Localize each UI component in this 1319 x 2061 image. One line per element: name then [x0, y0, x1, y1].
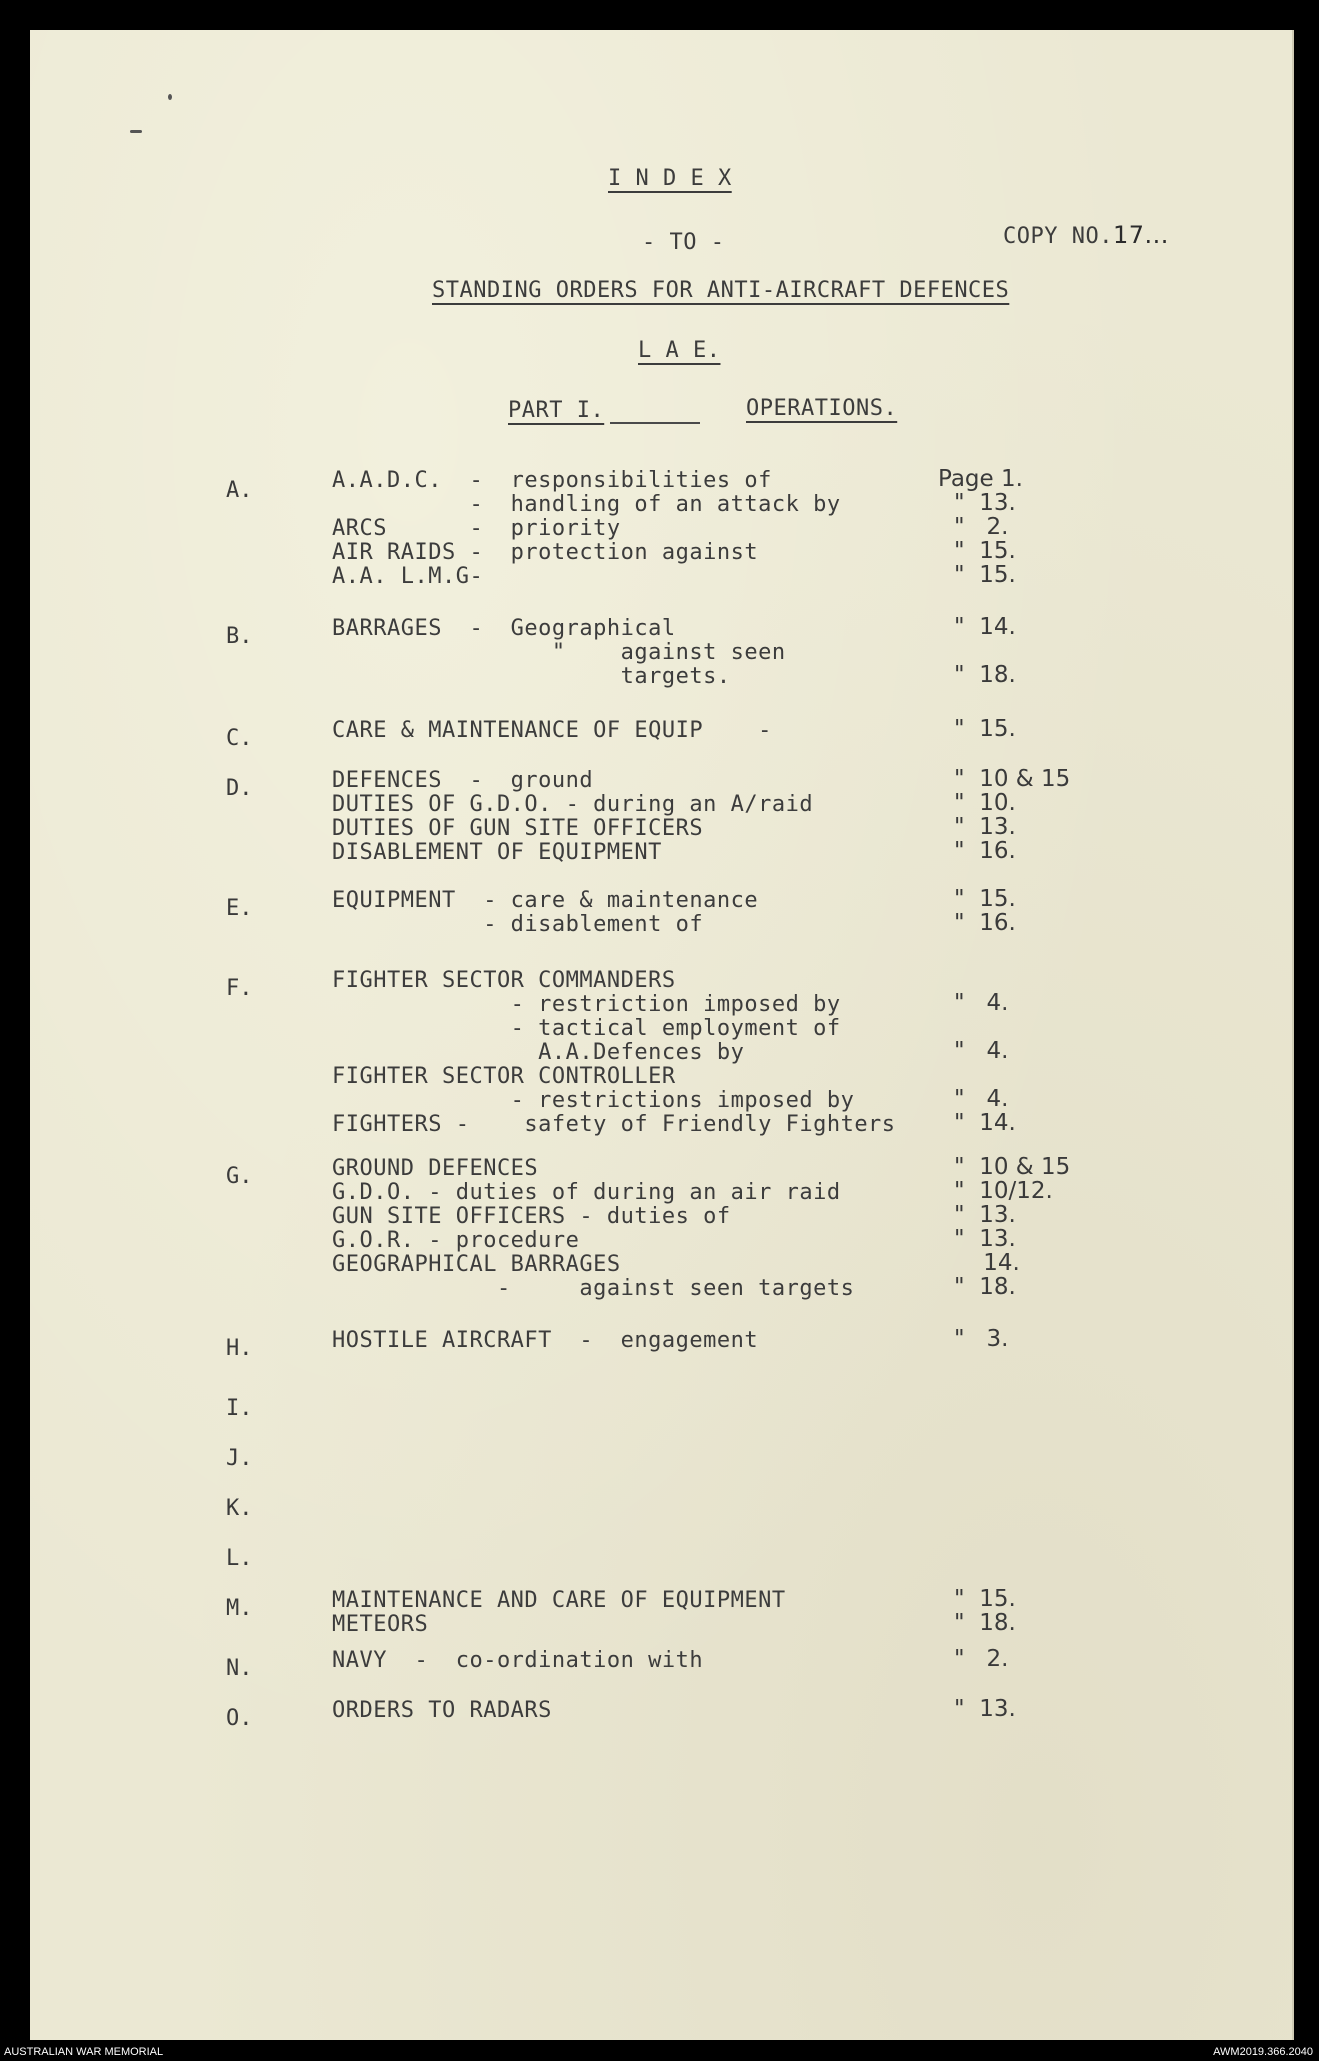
page-reference: " 3.: [954, 1326, 1009, 1352]
index-entry: - against seen targets: [332, 1276, 855, 1301]
page-reference: " 16.: [954, 838, 1016, 864]
index-entry: " against seen: [332, 640, 786, 665]
page-reference: " 16.: [954, 910, 1016, 936]
section-letter: J.: [226, 1446, 253, 1471]
index-entry: METEORS: [332, 1612, 429, 1637]
section-letter: L.: [226, 1546, 253, 1571]
index-entry: G.O.R. - procedure: [332, 1228, 580, 1253]
paper-mark: [130, 130, 142, 133]
part-title: OPERATIONS.: [746, 396, 898, 421]
index-entry: - restriction imposed by: [332, 992, 841, 1017]
section-letter: N.: [226, 1656, 253, 1681]
index-entry: ORDERS TO RADARS: [332, 1698, 552, 1723]
page-reference: Page 1.: [938, 466, 1023, 492]
index-entry: DUTIES OF G.D.O. - during an A/raid: [332, 792, 814, 817]
index-entry: FIGHTER SECTOR CONTROLLER: [332, 1064, 676, 1089]
section-letter: K.: [226, 1496, 253, 1521]
page-reference: " 15.: [954, 886, 1016, 912]
index-entry: ARCS - priority: [332, 516, 621, 541]
section-letter: A.: [226, 478, 253, 503]
page-reference: " 15.: [954, 716, 1016, 742]
index-entry: G.D.O. - duties of during an air raid: [332, 1180, 841, 1205]
page-reference: " 13.: [954, 1202, 1016, 1228]
index-entry: GEOGRAPHICAL BARRAGES: [332, 1252, 621, 1277]
page-reference: " 10.: [954, 790, 1016, 816]
index-entry: AIR RAIDS - protection against: [332, 540, 759, 565]
section-letter: I.: [226, 1396, 253, 1421]
page-reference: " 10 & 15: [954, 766, 1071, 792]
index-entry: DUTIES OF GUN SITE OFFICERS: [332, 816, 704, 841]
index-entry: - handling of an attack by: [332, 492, 841, 517]
index-entry: FIGHTERS - safety of Friendly Fighters: [332, 1112, 896, 1137]
part-label: PART I.: [508, 398, 605, 423]
copy-label-text: COPY NO.: [1002, 224, 1113, 249]
index-entry: DISABLEMENT OF EQUIPMENT: [332, 840, 662, 865]
page-reference: 14.: [954, 1250, 1020, 1276]
index-entry: - tactical employment of: [332, 1016, 841, 1041]
copy-number: 17...: [1112, 221, 1169, 249]
document-subtitle: STANDING ORDERS FOR ANTI-AIRCRAFT DEFENCES: [432, 278, 1010, 303]
index-entry: CARE & MAINTENANCE OF EQUIP -: [332, 718, 772, 743]
paper-mark: [168, 94, 172, 100]
section-letter: B.: [226, 624, 253, 649]
index-entry: FIGHTER SECTOR COMMANDERS: [332, 968, 676, 993]
section-letter: H.: [226, 1336, 253, 1361]
page-reference: " 15.: [954, 538, 1016, 564]
index-entry: GUN SITE OFFICERS - duties of: [332, 1204, 731, 1229]
page-reference: " 13.: [954, 814, 1016, 840]
index-entry: EQUIPMENT - care & maintenance: [332, 888, 759, 913]
page-reference: " 15.: [954, 1586, 1016, 1612]
section-letter: D.: [226, 776, 253, 801]
page-reference: " 4.: [954, 990, 1009, 1016]
page-reference: " 13.: [954, 1696, 1016, 1722]
index-entry: A.A. L.M.G-: [332, 564, 484, 589]
to-line: - TO -: [642, 230, 725, 255]
part-rule: [610, 422, 700, 424]
page-reference: " 10 & 15: [954, 1154, 1071, 1180]
index-entry: BARRAGES - Geographical: [332, 616, 676, 641]
section-letter: O.: [226, 1706, 253, 1731]
index-entry: HOSTILE AIRCRAFT - engagement: [332, 1328, 759, 1353]
page-reference: " 18.: [954, 662, 1016, 688]
section-letter: F.: [226, 976, 253, 1001]
index-entry: NAVY - co-ordination with: [332, 1648, 704, 1673]
page-reference: " 15.: [954, 562, 1016, 588]
index-entry: DEFENCES - ground: [332, 768, 594, 793]
copy-label: [948, 202, 1169, 270]
section-letter: C.: [226, 726, 253, 751]
section-letter: E.: [226, 896, 253, 921]
place-name: L A E.: [638, 338, 721, 363]
index-entry: GROUND DEFENCES: [332, 1156, 539, 1181]
index-entry: - restrictions imposed by: [332, 1088, 855, 1113]
index-entry: A.A.D.C. - responsibilities of: [332, 468, 772, 493]
page-reference: " 14.: [954, 614, 1016, 640]
page-reference: " 10/12.: [954, 1178, 1053, 1204]
section-letter: M.: [226, 1596, 253, 1621]
index-entry: targets.: [332, 664, 731, 689]
index-entry: MAINTENANCE AND CARE OF EQUIPMENT: [332, 1588, 786, 1613]
page-reference: " 14.: [954, 1110, 1016, 1136]
index-entry: - disablement of: [332, 912, 704, 937]
footer-right: AWM2019.366.2040: [1213, 2046, 1313, 2058]
footer-left: AUSTRALIAN WAR MEMORIAL: [4, 2046, 164, 2058]
document-page: [30, 30, 1292, 2040]
page-reference: " 13.: [954, 490, 1016, 516]
page-reference: " 2.: [954, 514, 1009, 540]
page-reference: " 13.: [954, 1226, 1016, 1252]
page-reference: " 2.: [954, 1646, 1009, 1672]
page-reference: " 4.: [954, 1038, 1009, 1064]
page-reference: " 18.: [954, 1274, 1016, 1300]
page-reference: " 18.: [954, 1610, 1016, 1636]
section-letter: G.: [226, 1164, 253, 1189]
page-reference: " 4.: [954, 1086, 1009, 1112]
index-entry: A.A.Defences by: [332, 1040, 745, 1065]
index-title: I N D E X: [608, 166, 732, 191]
